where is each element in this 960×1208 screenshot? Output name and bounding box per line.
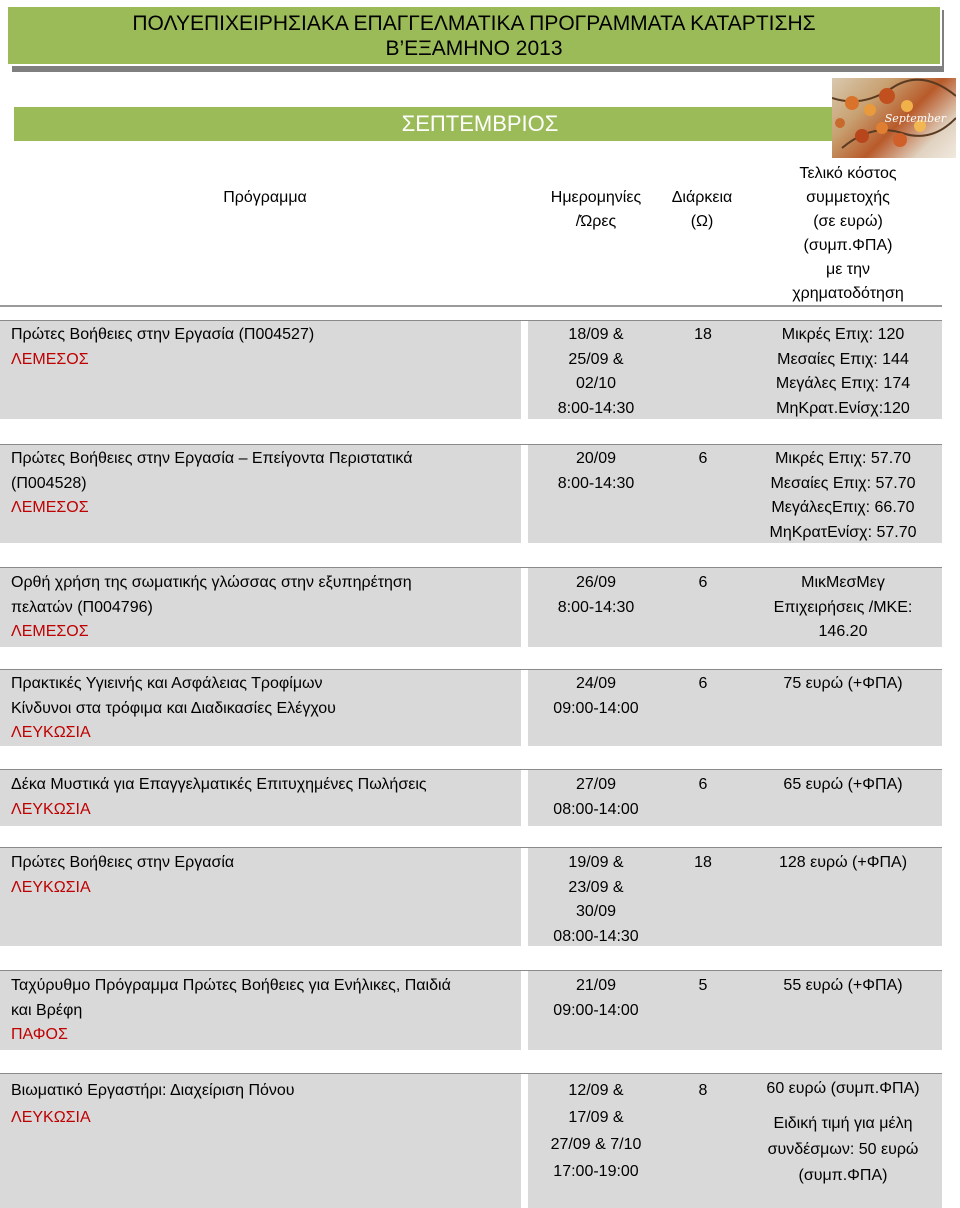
row-dates: 27/09 08:00-14:00	[553, 776, 639, 818]
row-location: ΛΕΥΚΩΣΙΑ	[11, 878, 91, 896]
row-duration: 8	[698, 1082, 708, 1099]
row-cost: Μικρές Επιχ: 57.70 Μεσαίες Επιχ: 57.70 ΜεγάλεςΕπιχ: 66.70 ΜηΚρατΕνίσχ: 57.70	[769, 450, 917, 541]
row-location: ΛΕΜΕΣΟΣ	[11, 623, 89, 640]
month-banner	[14, 107, 946, 141]
row-duration: 6	[698, 675, 708, 692]
row-cost: 55 ευρώ (+ΦΠΑ)	[783, 977, 903, 994]
row-duration: 6	[698, 776, 708, 793]
table-row	[0, 669, 942, 746]
autumn-leaves-image	[832, 78, 956, 158]
row-program: Δέκα Μυστικά για Επαγγελματικές Επιτυχημένες Πωλήσεις ΛΕΥΚΩΣΙΑ	[11, 773, 531, 822]
row-cost: 60 ευρώ (συμπ.ΦΠΑ) Ειδική τιμή για μέλη συνδέσμων: 50 ευρώ (συμπ.ΦΠΑ)	[766, 1080, 920, 1184]
row-location: ΛΕΜΕΣΟΣ	[11, 499, 89, 516]
row-dates: 24/09 09:00-14:00	[553, 675, 639, 717]
table-row	[0, 444, 942, 543]
table-row	[0, 970, 942, 1050]
row-cost: 65 ευρώ (+ΦΠΑ)	[783, 776, 903, 793]
row-dates: 20/09 8:00-14:30	[557, 450, 635, 492]
table-row	[0, 320, 942, 419]
row-duration: 5	[698, 977, 708, 994]
header-divider	[0, 305, 942, 307]
title-line-2: Β’ΕΞΑΜΗΝΟ 2013	[385, 36, 563, 60]
row-cost: 128 ευρώ (+ΦΠΑ)	[778, 854, 908, 871]
document-title	[6, 5, 942, 66]
table-row	[0, 769, 942, 826]
title-line-1: ΠΟΛΥΕΠΙΧΕΙΡΗΣΙΑΚΑ ΕΠΑΓΓΕΛΜΑΤΙΚΑ ΠΡΟΓΡΑΜΜΑΤΑ ΚΑΤΑΡΤΙΣΗΣ	[132, 11, 816, 35]
header-dates: Ημερομηνίες /Ώρες	[550, 189, 642, 230]
row-dates: 19/09 & 23/09 & 30/09 08:00-14:30	[553, 854, 639, 945]
row-program: Πρώτες Βοήθειες στην Εργασία ΛΕΥΚΩΣΙΑ	[11, 851, 531, 900]
row-location: ΛΕΥΚΩΣΙΑ	[11, 800, 91, 818]
table-row	[0, 567, 942, 647]
row-cost: ΜικΜεσΜεγ Επιχειρήσεις /ΜΚΕ: 146.20	[773, 574, 913, 640]
row-location: ΛΕΜΕΣΟΣ	[11, 350, 89, 368]
header-duration: Διάρκεια (Ω)	[671, 189, 733, 230]
table-header	[0, 158, 960, 306]
row-duration: 18	[694, 854, 712, 871]
header-cost: Τελικό κόστος συμμετοχής (σε ευρώ) (συμπ.ΦΠΑ) με την χρηματοδότηση	[792, 165, 904, 302]
row-program: Ταχύρυθμο Πρόγραμμα Πρώτες Βοήθειες για Ενήλικες, Παιδιά και Βρέφη ΠΑΦΟΣ	[11, 974, 531, 1048]
row-location: ΛΕΥΚΩΣΙΑ	[11, 1109, 91, 1126]
row-dates: 21/09 09:00-14:00	[553, 977, 639, 1019]
row-program: Πρώτες Βοήθειες στην Εργασία – Επείγοντα Περιστατικά (Π004528) ΛΕΜΕΣΟΣ	[11, 447, 531, 521]
row-dates: 26/09 8:00-14:30	[557, 574, 635, 616]
month-label: ΣΕΠΤΕΜΒΡΙΟΣ	[401, 111, 559, 136]
row-cost: Μικρές Επιχ: 120 Μεσαίες Επιχ: 144 Μεγάλες Επιχ: 174 ΜηΚρατ.Ενίσχ:120	[775, 326, 911, 417]
row-dates: 12/09 & 17/09 & 27/09 & 7/10 17:00-19:00	[550, 1082, 642, 1180]
row-duration: 6	[698, 450, 708, 467]
row-program: Βιωματικό Εργαστήρι: Διαχείριση Πόνου ΛΕΥΚΩΣΙΑ	[11, 1077, 531, 1131]
photo-caption: September	[884, 112, 946, 125]
row-duration: 6	[698, 574, 708, 591]
row-cost: 75 ευρώ (+ΦΠΑ)	[783, 675, 903, 692]
header-program: Πρόγραμμα	[223, 189, 307, 206]
row-program: Πρακτικές Υγιεινής και Ασφάλειας Τροφίμων Κίνδυνοι στα τρόφιμα και Διαδικασίες Ελέγχου ΛΕΥΚΩΣΙΑ	[11, 672, 531, 746]
row-duration: 18	[694, 326, 712, 343]
row-dates: 18/09 & 25/09 & 02/10 8:00-14:30	[557, 326, 635, 417]
table-row	[0, 847, 942, 946]
row-location: ΛΕΥΚΩΣΙΑ	[11, 724, 91, 741]
row-location: ΠΑΦΟΣ	[11, 1026, 68, 1043]
table-row	[0, 1073, 942, 1208]
row-program: Ορθή χρήση της σωματικής γλώσσας στην εξυπηρέτηση πελατών (Π004796) ΛΕΜΕΣΟΣ	[11, 571, 531, 645]
row-program: Πρώτες Βοήθειες στην Εργασία (Π004527) ΛΕΜΕΣΟΣ	[11, 323, 531, 372]
